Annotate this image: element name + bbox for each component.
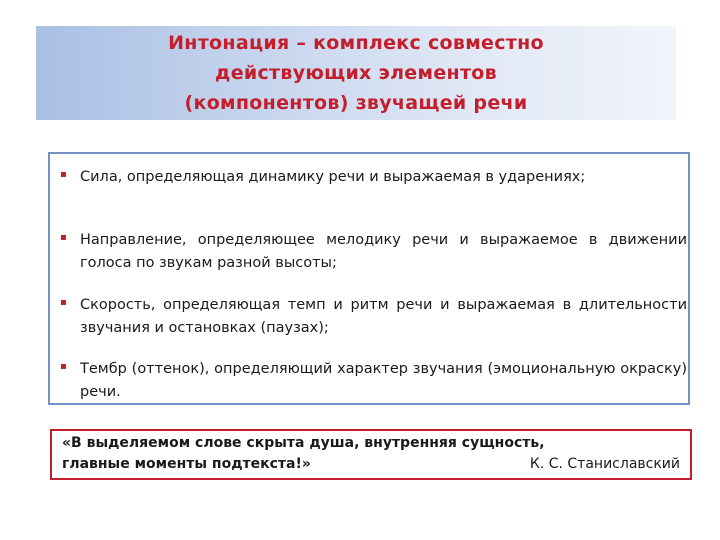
list-item-direction — [60, 229, 687, 275]
bullet-icon: ▪ — [60, 169, 67, 180]
quote-box — [50, 429, 692, 480]
bullet-icon: ▪ — [60, 361, 67, 372]
slide-title — [168, 28, 544, 118]
title-line-2: действующих элементов — [215, 62, 497, 84]
bullet-icon: ▪ — [60, 297, 67, 308]
list-item-text: Тембр (оттенок), определяющий характер звучания (эмоциональную окраску) речи. — [80, 361, 687, 400]
quote-line-2-row — [62, 454, 680, 475]
components-list-box — [48, 152, 690, 405]
bullet-icon: ▪ — [60, 232, 67, 243]
list-item-text: Скорость, определяющая темп и ритм речи и выражаемая в длительности звучания и остановках (паузах); — [80, 297, 687, 336]
list-item-strength — [60, 166, 687, 189]
quote-line-2: главные моменты подтекста!» — [62, 456, 311, 472]
quote-line-1: «В выделяемом слове скрыта душа, внутренняя сущность, — [62, 435, 545, 451]
title-line-3: (компонентов) звучащей речи — [184, 92, 528, 114]
list-item-timbre — [60, 358, 687, 404]
list-item-text: Сила, определяющая динамику речи и выражаемая в ударениях; — [80, 169, 586, 185]
list-item-speed — [60, 294, 687, 340]
title-line-1: Интонация – комплекс совместно — [168, 32, 544, 54]
title-banner — [36, 26, 676, 120]
quote-author: К. С. Станиславский — [529, 456, 680, 472]
list-item-text: Направление, определяющее мелодику речи и выражаемое в движении голоса по звукам разной высоты; — [80, 232, 687, 271]
